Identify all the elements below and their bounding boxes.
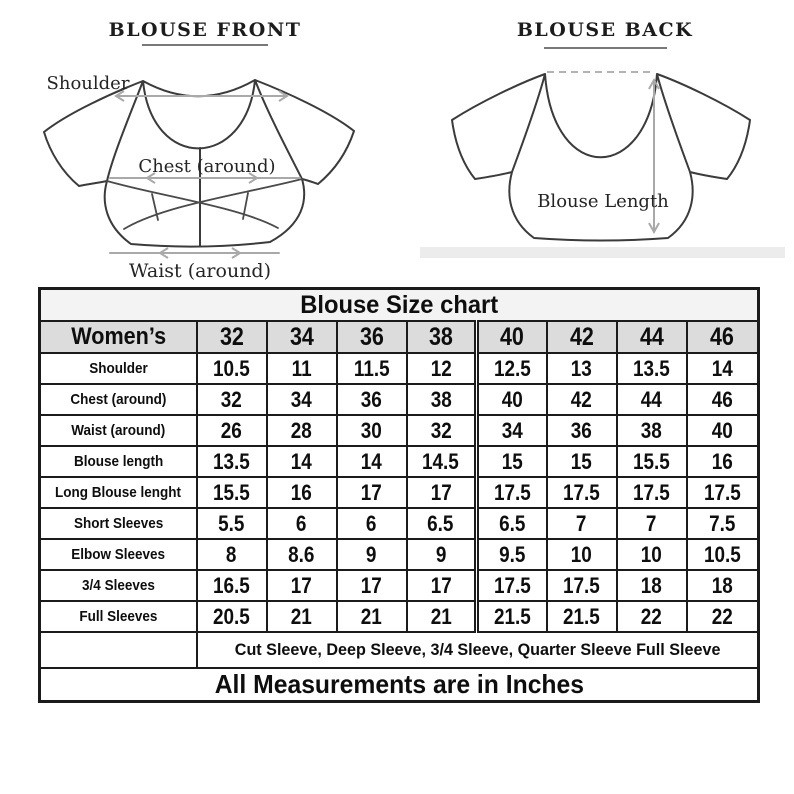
value: 10.5 [213,355,250,381]
row-label: Chest (around) [70,391,167,408]
value: 32 [430,417,452,443]
value-cell [547,353,617,384]
size-header: 40 [500,322,525,351]
value-cell [687,508,759,539]
value: 6 [366,510,377,536]
value-cell [267,353,337,384]
value-cell [407,539,477,570]
value: 17 [360,572,383,598]
size-header-cell [617,321,687,353]
value-cell [267,601,337,632]
value: 17 [430,479,452,505]
value: 17.5 [563,572,600,598]
value-cell [407,415,477,446]
row-label: Shoulder [88,360,148,377]
value: 34 [501,417,523,443]
value: 17.5 [633,479,670,505]
row-label: Full Sleeves [79,608,158,625]
size-header: 42 [569,322,594,351]
measurement-row-short-sleeves [40,508,759,539]
value-cell [407,384,477,415]
footer-row [40,668,759,702]
value: 13 [570,355,593,381]
value: 6.5 [499,510,526,536]
blouse-size-chart-table [38,287,760,703]
value: 7 [646,510,657,536]
value: 15.5 [633,448,670,474]
value: 8.6 [288,541,315,567]
value-cell [617,353,687,384]
value-cell [547,539,617,570]
value-cell [687,477,759,508]
row-label-cell [40,477,197,508]
value: 15.5 [213,479,250,505]
back-blouse-diagram [420,19,785,258]
size-header: 44 [639,322,664,351]
footer-note: All Measurements are in Inches [214,669,584,699]
value: 20.5 [213,603,250,629]
value: 18 [640,572,663,598]
value: 9.5 [499,541,526,567]
value: 32 [220,386,243,412]
value-cell [267,508,337,539]
value-cell [617,508,687,539]
value-cell [267,539,337,570]
size-header-cell [197,321,267,353]
value-cell [477,539,547,570]
value-cell [407,477,477,508]
value-cell [617,570,687,601]
value-cell [617,539,687,570]
row-label: Short Sleeves [73,515,163,532]
value: 17 [430,572,452,598]
value: 14 [711,355,733,381]
sleeve-note-cell [197,632,759,668]
value: 14 [360,448,383,474]
value: 46 [711,386,733,412]
value: 17.5 [563,479,600,505]
value-cell [337,353,407,384]
measurement-row-elbow-sleeves [40,539,759,570]
value-cell [547,601,617,632]
value-cell [477,508,547,539]
row-label-cell [40,353,197,384]
corner-cell [40,321,197,353]
value-cell [267,477,337,508]
value-cell [617,601,687,632]
value-cell [407,508,477,539]
waist-label: Waist (around) [128,260,272,282]
row-label: Long Blouse lenght [55,484,182,501]
value: 6 [296,510,307,536]
blouse-length-label: Blouse Length [537,191,669,212]
back-blouse-outline [452,74,750,241]
value: 15 [501,448,523,474]
value-cell [687,446,759,477]
value-cell [687,415,759,446]
value-cell [617,477,687,508]
size-header-cell [477,321,547,353]
corner-label: Women’s [70,323,166,350]
value-cell [407,570,477,601]
value-cell [687,353,759,384]
value-cell [197,539,267,570]
row-label-cell [40,508,197,539]
value: 11.5 [353,355,390,381]
size-header: 46 [710,322,735,351]
value-cell [267,446,337,477]
value: 26 [220,417,243,443]
value: 44 [640,386,663,412]
back-shadow-band [420,247,785,258]
measurement-row-chest [40,384,759,415]
value-cell [337,539,407,570]
value: 5.5 [218,510,245,536]
row-label-cell [40,415,197,446]
front-bust-seam-lines [107,179,302,229]
value: 34 [290,386,313,412]
value: 10.5 [703,541,741,567]
value-cell [617,384,687,415]
value-cell [337,601,407,632]
value-cell [617,415,687,446]
value: 42 [570,386,593,412]
value: 10 [640,541,663,567]
value: 10 [570,541,593,567]
value-cell [267,415,337,446]
value-cell [407,601,477,632]
value-cell [197,508,267,539]
value: 16 [290,479,313,505]
row-label-cell [40,539,197,570]
value-cell [547,570,617,601]
row-label-cell [40,384,197,415]
size-header-cell [267,321,337,353]
value-cell [197,415,267,446]
value: 18 [711,572,733,598]
row-label: Elbow Sleeves [71,546,166,563]
chart-title-row [40,289,759,322]
size-chart-section [38,287,760,703]
measurement-row-full-sleeves [40,601,759,632]
value-cell [267,570,337,601]
value: 7.5 [709,510,736,536]
value-cell [337,570,407,601]
value-cell [477,446,547,477]
value-cell [267,384,337,415]
value-cell [547,415,617,446]
value: 12 [430,355,452,381]
value: 11 [291,355,312,381]
front-diagram-title: BLOUSE FRONT [108,19,302,41]
measurement-row-long-blouse-length [40,477,759,508]
value: 17 [290,572,313,598]
value-cell [197,353,267,384]
value-cell [547,446,617,477]
value: 17.5 [493,479,531,505]
sleeve-note-row [40,632,759,668]
value-cell [337,477,407,508]
value-cell [337,508,407,539]
value: 30 [360,417,383,443]
value-cell [547,508,617,539]
measurement-row-three-quarter-sleeves [40,570,759,601]
value: 38 [430,386,452,412]
row-label-cell [40,601,197,632]
size-header: 36 [359,322,384,351]
size-header-row [40,321,759,353]
measurement-diagrams [0,0,794,287]
measurement-row-waist [40,415,759,446]
value-cell [337,446,407,477]
value-cell [407,446,477,477]
value: 17 [360,479,383,505]
value: 21 [360,603,383,629]
sleeve-note: Cut Sleeve, Deep Sleeve, 3/4 Sleeve, Quarter Sleeve Full Sleeve [234,640,721,659]
measurement-row-shoulder [40,353,759,384]
row-label: Waist (around) [71,422,166,439]
footer-cell [40,668,759,702]
value-cell [477,415,547,446]
value: 40 [711,417,733,443]
size-header: 38 [428,322,453,351]
value: 16.5 [213,572,250,598]
value-cell [547,477,617,508]
value-cell [197,477,267,508]
value: 9 [435,541,447,567]
chest-label: Chest (around) [138,156,276,177]
value: 40 [501,386,523,412]
value-cell [477,353,547,384]
row-label-cell [40,570,197,601]
size-header-cell [547,321,617,353]
value: 22 [640,603,663,629]
value-cell [687,570,759,601]
front-blouse-diagram [44,19,354,282]
size-header-cell [337,321,407,353]
value: 15 [570,448,593,474]
value: 36 [360,386,383,412]
size-header-cell [407,321,477,353]
value: 21 [430,603,452,629]
value: 28 [290,417,313,443]
value-cell [477,570,547,601]
value-cell [687,601,759,632]
chart-title: Blouse Size chart [300,290,499,319]
size-header-cell [687,321,759,353]
value: 17.5 [703,479,741,505]
value: 13.5 [633,355,670,381]
value-cell [477,384,547,415]
value-cell [547,384,617,415]
row-label: Blouse length [73,453,163,470]
value: 38 [640,417,663,443]
value: 8 [226,541,237,567]
value-cell [337,415,407,446]
value-cell [407,353,477,384]
size-header: 32 [219,322,244,351]
value: 17.5 [493,572,531,598]
value: 14.5 [422,448,460,474]
empty-cell [40,632,197,668]
value: 9 [366,541,377,567]
row-label: 3/4 Sleeves [81,577,155,594]
value-cell [337,384,407,415]
shoulder-label: Shoulder [46,73,130,94]
value-cell [477,601,547,632]
measurement-row-blouse-length [40,446,759,477]
value-cell [197,384,267,415]
value-cell [687,384,759,415]
value: 14 [290,448,313,474]
value: 36 [570,417,593,443]
value: 22 [711,603,733,629]
value: 12.5 [493,355,531,381]
value: 21.5 [563,603,600,629]
value: 6.5 [427,510,454,536]
value-cell [617,446,687,477]
value: 13.5 [213,448,250,474]
value-cell [477,477,547,508]
chart-title-cell [40,289,759,322]
back-diagram-title: BLOUSE BACK [516,19,694,41]
size-header: 34 [289,322,314,351]
value-cell [197,446,267,477]
value-cell [197,601,267,632]
value-cell [197,570,267,601]
value: 7 [576,510,587,536]
value-cell [687,539,759,570]
value: 21 [290,603,313,629]
value: 16 [711,448,733,474]
value: 21.5 [493,603,531,629]
row-label-cell [40,446,197,477]
